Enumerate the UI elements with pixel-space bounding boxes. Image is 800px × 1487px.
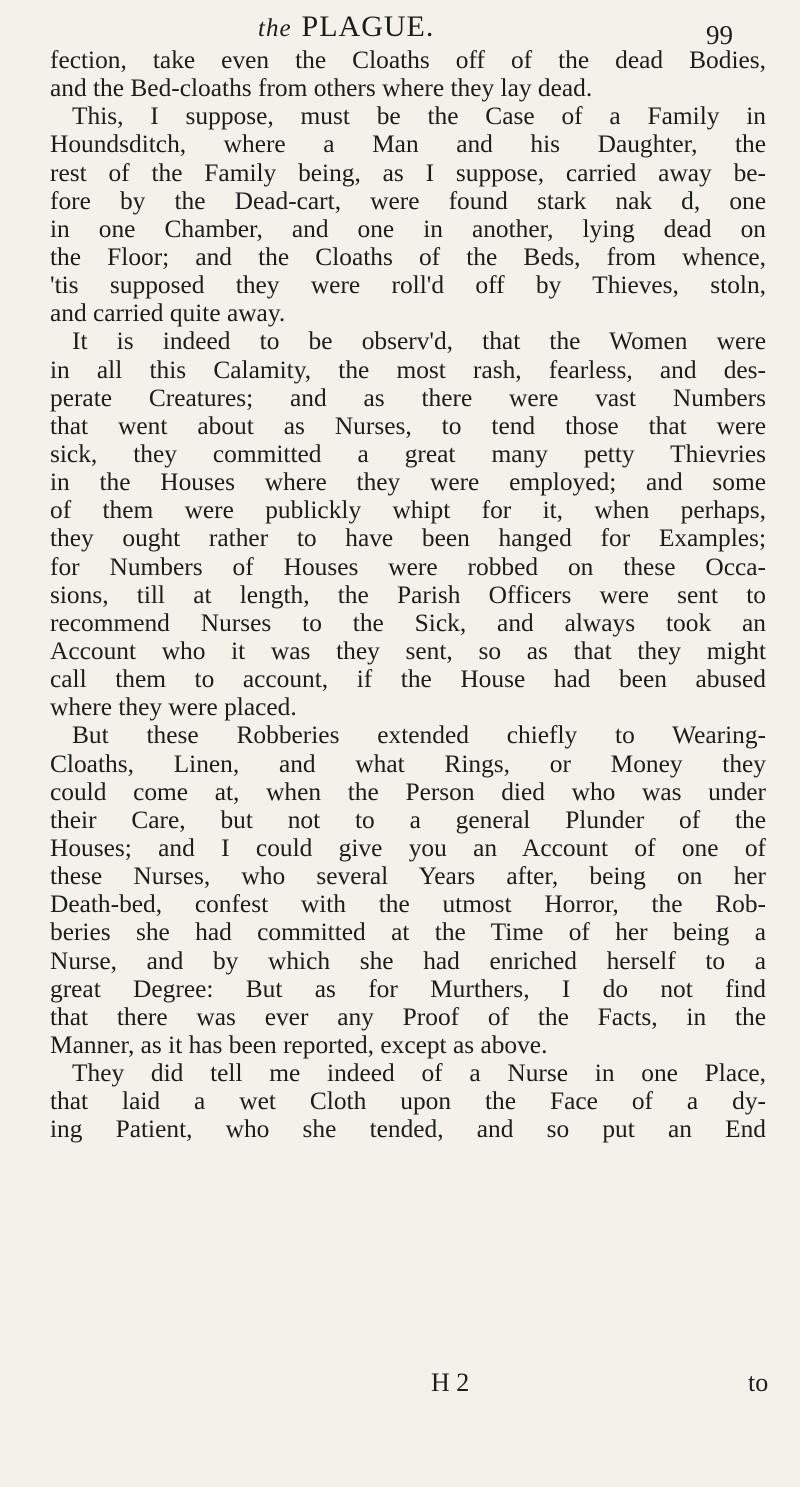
running-title: [258, 10, 434, 44]
text-line: of them were publickly whipt for it, when perhaps,: [50, 496, 766, 525]
page-footer: [0, 1368, 800, 1408]
page-number: 99: [706, 20, 733, 50]
running-title-word: PLAGUE.: [301, 10, 435, 43]
text-line: that laid a wet Cloth upon the Face of a dy-: [50, 1087, 766, 1116]
text-line: Account who it was they sent, so as that they might: [50, 636, 766, 665]
text-line: their Care, but not to a general Plunder of the: [50, 805, 766, 834]
catchword: to: [748, 1368, 769, 1397]
text-line: in the Houses where they were employed; and some: [50, 468, 766, 497]
text-line: Death-bed, confest with the utmost Horror, the Rob-: [50, 890, 766, 919]
text-line: fore by the Dead-cart, were found stark nak d, one: [50, 186, 766, 215]
text-line: ing Patient, who she tended, and so put an End: [50, 1115, 766, 1144]
text-line: rest of the Family being, as I suppose, carried away be-: [50, 158, 766, 187]
text-line: fection, take even the Cloaths off of the dead Bodies,: [50, 46, 766, 74]
text-line: perate Creatures; and as there were vast Numbers: [50, 383, 766, 412]
text-line: and carried quite away.: [50, 299, 286, 328]
text-line: They did tell me indeed of a Nurse in one Place,: [72, 1059, 766, 1088]
text-line: This, I suppose, must be the Case of a Family in: [72, 102, 766, 131]
text-line: that there was ever any Proof of the Facts, in the: [50, 1002, 766, 1031]
text-line: sions, till at length, the Parish Officers were sent to: [50, 580, 766, 609]
text-line: Nurse, and by which she had enriched herself to a: [50, 946, 766, 975]
text-line: and the Bed-cloaths from others where they lay dead.: [50, 74, 593, 103]
signature-mark: H 2: [431, 1368, 470, 1397]
text-line: could come at, when the Person died who was under: [50, 777, 766, 806]
text-line: Houndsditch, where a Man and his Daughter, the: [50, 130, 766, 159]
text-line: for Numbers of Houses were robbed on these Occa-: [50, 552, 766, 581]
text-line: where they were placed.: [50, 693, 297, 722]
text-line: Cloaths, Linen, and what Rings, or Money they: [50, 749, 766, 778]
running-title-article: the: [258, 15, 292, 42]
body-text: [50, 46, 766, 1143]
text-line: in all this Calamity, the most rash, fearless, and des-: [50, 355, 766, 384]
text-line: sick, they committed a great many petty Thievries: [50, 439, 766, 468]
text-line: Manner, as it has been reported, except as above.: [50, 1030, 548, 1059]
text-line: that went about as Nurses, to tend those that were: [50, 411, 766, 440]
text-line: call them to account, if the House had been abused: [50, 665, 766, 694]
text-line: 'tis supposed they were roll'd off by Thieves, stoln,: [50, 271, 766, 300]
text-line: these Nurses, who several Years after, being on her: [50, 862, 766, 891]
text-line: It is indeed to be observ'd, that the Women were: [72, 327, 766, 356]
text-line: Houses; and I could give you an Account of one of: [50, 833, 766, 862]
text-line: the Floor; and the Cloaths of the Beds, from whence,: [50, 242, 766, 271]
text-line: in one Chamber, and one in another, lying dead on: [50, 214, 766, 243]
text-line: beries she had committed at the Time of her being a: [50, 918, 766, 947]
text-line: great Degree: But as for Murthers, I do not find: [50, 974, 766, 1003]
page-header: [0, 6, 800, 50]
text-line: But these Robberies extended chiefly to Wearing-: [72, 721, 766, 750]
text-line: recommend Nurses to the Sick, and always took an: [50, 608, 766, 637]
text-line: they ought rather to have been hanged for Examples;: [50, 524, 766, 553]
